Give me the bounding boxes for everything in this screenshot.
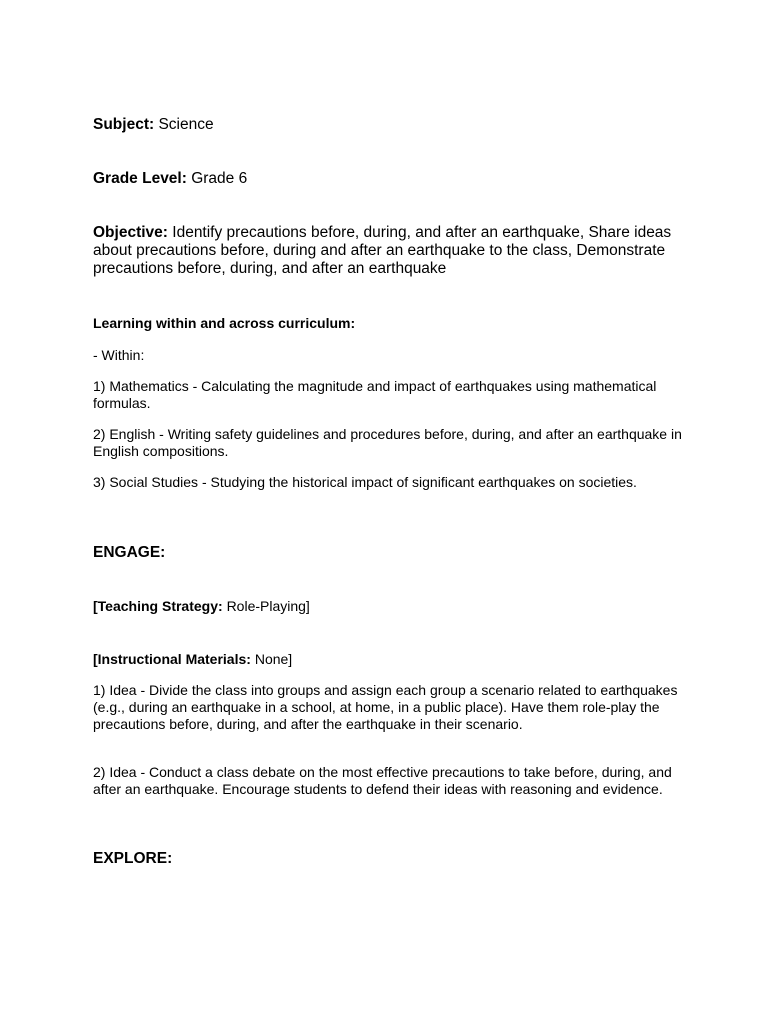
engage-idea-2: 2) Idea - Conduct a class debate on the most effective precautions to take before, during, and after an earthquake. Encourage students to defend their ideas with reasoning and evidence. — [93, 764, 672, 797]
teaching-strategy-line — [93, 598, 693, 615]
subject-value: Science — [158, 116, 214, 133]
instructional-materials-value: None] — [254, 651, 293, 667]
instructional-materials-label: Instructional Materials: — [97, 651, 251, 667]
subject-label: Subject: — [93, 116, 155, 133]
grade-level-label: Grade Level: — [93, 170, 187, 187]
teaching-strategy-label: Teaching Strategy: — [97, 598, 223, 614]
learning-item-mathematics: 1) Mathematics - Calculating the magnitude and impact of earthquakes using mathematical formulas. — [93, 378, 657, 411]
subject-line — [93, 116, 693, 134]
teaching-strategy-open: [ — [93, 598, 98, 614]
teaching-strategy-value: Role-Playing] — [226, 598, 310, 614]
within-label: - Within: — [93, 347, 145, 363]
explore-heading: EXPLORE: — [93, 850, 173, 867]
learning-item-social-studies: 3) Social Studies - Studying the historical impact of significant earthquakes on societies. — [93, 474, 637, 490]
instructional-materials-open: [ — [93, 651, 98, 667]
instructional-materials-line — [93, 651, 693, 668]
grade-level-line — [93, 170, 693, 188]
engage-idea-1: 1) Idea - Divide the class into groups and assign each group a scenario related to earthquakes (e.g., during an earthquake in a school, at home, in a public place). Have them role-play the precautions before, during, and after the earthquake in their scenario. — [93, 682, 678, 732]
objective-paragraph — [93, 224, 693, 278]
learning-item-english: 2) English - Writing safety guidelines and procedures before, during, and after an earthquake in English compositions. — [93, 426, 682, 459]
objective-value: Identify precautions before, during, and after an earthquake, Share ideas about precautions before, during and after an earthquake to the class, Demonstrate precautions before, during, and after an earthquake — [93, 224, 672, 277]
engage-heading: ENGAGE: — [93, 544, 166, 561]
learning-heading: Learning within and across curriculum: — [93, 315, 356, 331]
objective-label: Objective: — [93, 224, 168, 241]
grade-level-value: Grade 6 — [191, 170, 248, 187]
